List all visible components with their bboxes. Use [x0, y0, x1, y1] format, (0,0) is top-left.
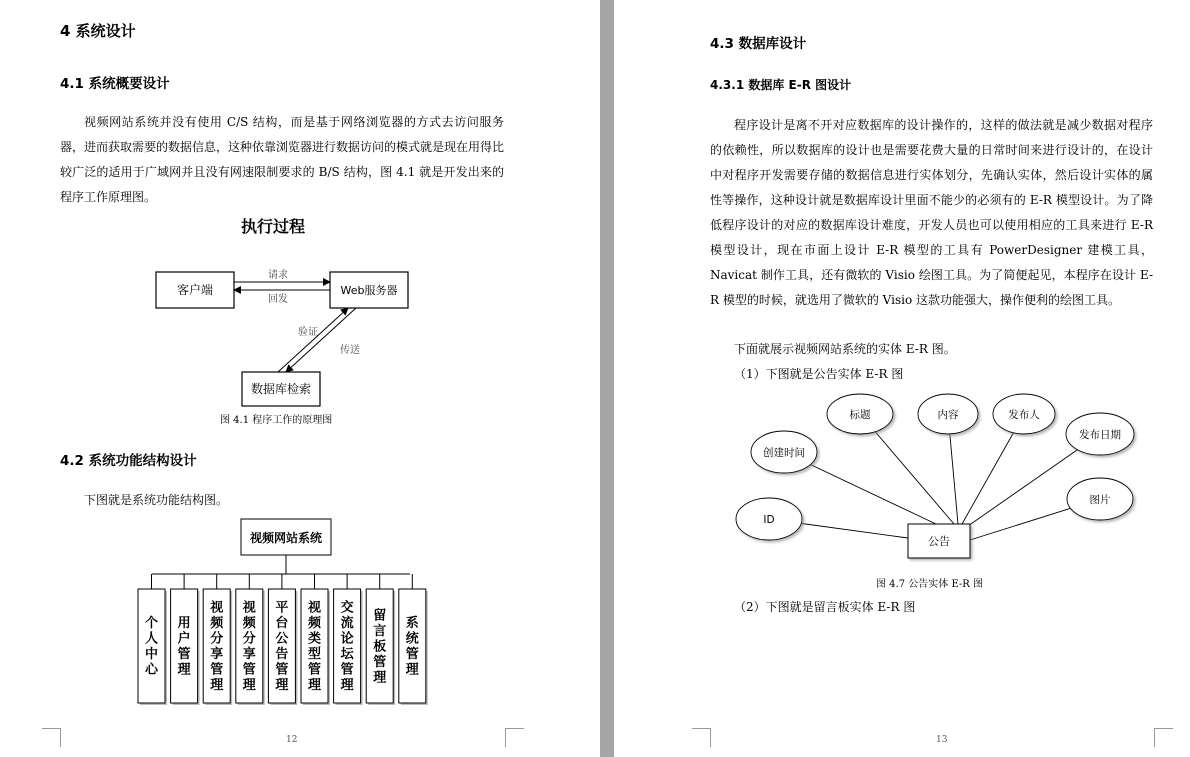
crop-mark	[692, 728, 711, 747]
item-2: （2）下图就是留言板实体 E-R 图	[734, 600, 916, 614]
er-attribute-5	[751, 431, 817, 473]
module-label: 视频分享管理	[210, 600, 224, 693]
fig-4-7-caption: 图 4.7 公告实体 E-R 图	[876, 579, 984, 590]
module-5	[268, 574, 297, 705]
er-intro: 下面就展示视频网站系统的实体 E-R 图。	[734, 342, 956, 356]
module-9	[399, 574, 428, 705]
fig-4-7-er-diagram	[724, 392, 1144, 567]
er-attribute-3	[993, 394, 1055, 434]
module-label: 系统管理	[405, 616, 419, 678]
chapter-title: 4 系统设计	[60, 22, 136, 40]
module-label: 视频分享管理	[242, 600, 256, 693]
request-label: 请求	[268, 270, 288, 281]
module-3	[203, 574, 232, 705]
fig-4-1-title: 执行过程	[240, 217, 306, 236]
module-label: 视频类型管理	[307, 600, 322, 693]
client-label: 客户端	[176, 283, 214, 297]
module-7	[334, 574, 363, 705]
er-attribute-7	[1067, 478, 1133, 520]
entity-label: 公告	[928, 535, 950, 548]
right-page	[614, 0, 1190, 757]
transfer-arrow	[286, 308, 356, 372]
fig-4-1-diagram	[150, 212, 420, 432]
section-4-3-1-title: 4.3.1 数据库 E-R 图设计	[710, 78, 852, 92]
module-label: 留言板管理	[373, 608, 387, 686]
verify-label: 验证	[298, 327, 318, 338]
root-label: 视频网站系统	[249, 531, 323, 545]
svg-text:创建时间: 创建时间	[763, 447, 805, 459]
svg-text:标题: 标题	[849, 409, 871, 421]
svg-text:ID: ID	[763, 514, 775, 526]
fig-4-2-structure-diagram	[130, 515, 430, 710]
module-2	[171, 574, 200, 705]
crop-mark	[1154, 728, 1173, 747]
section-4-2-intro: 下图就是系统功能结构图。	[84, 493, 229, 507]
verify-arrow	[278, 308, 348, 372]
server-label: Web服务器	[340, 284, 398, 297]
section-4-3-1-paragraph: 程序设计是离不开对应数据库的设计操作的，这样的做法就是减少数据对程序的依赖性，所以数据库的设计也是需要花费大量的日常时间来进行设计的，在设计中对程序开发需要存储的数据信息进行实体划分，先确认实体，然后设计实体的属性等操作，这种设计就是数据库设计里面不能少的必须有的 E-R 模型设计。为了降低程序设计的对应的数据库设计难度，开发人员也可以使用相应的工具来进行 E-R 模型设计，现在市面上设计 E-R 模型的工具有 PowerDesigner 建模工具，Navicat 制作工具，还有微软的 Visio 绘图工具。为了简便起见，本程序在设计 E-R 模型的时候，就选用了微软的 Visio 这款功能强大，操作便利的绘图工具。	[710, 118, 1153, 307]
section-4-2-title: 4.2 系统功能结构设计	[60, 453, 197, 469]
module-1	[138, 574, 167, 705]
module-8	[366, 574, 395, 705]
er-attribute-6	[736, 498, 802, 540]
item-1: （1）下图就是公告实体 E-R 图	[734, 367, 904, 381]
page-number-left: 12	[286, 735, 298, 745]
section-4-3-title: 4.3 数据库设计	[710, 36, 807, 52]
svg-text:图片: 图片	[1089, 494, 1111, 506]
module-4	[236, 574, 265, 705]
er-attribute-4	[1066, 413, 1134, 455]
crop-mark	[505, 728, 524, 747]
module-boxes	[138, 574, 428, 705]
crop-mark	[42, 728, 61, 747]
svg-text:内容: 内容	[937, 409, 959, 421]
er-attribute-1	[827, 394, 893, 434]
db-label: 数据库检索	[250, 382, 312, 396]
page-gutter	[600, 0, 614, 757]
module-label: 平台公告管理	[275, 600, 289, 693]
reply-label: 回发	[268, 294, 288, 305]
er-attribute-2	[918, 394, 978, 434]
module-6	[301, 574, 330, 705]
svg-text:发布人: 发布人	[1008, 409, 1040, 421]
section-4-1-paragraph: 视频网站系统并没有使用 C/S 结构，而是基于网络浏览器的方式去访问服务器，进而获取需要的数据信息，这种依靠浏览器进行数据访问的模式就是现在用得比较广泛的适用于广域网并且没有网速限制要求的 B/S 结构，图 4.1 就是开发出来的程序工作原理图。	[60, 115, 505, 204]
transfer-label: 传送	[340, 345, 360, 356]
module-label: 交流论坛管理	[340, 600, 354, 693]
module-label: 个人中心	[144, 616, 159, 678]
section-4-1-title: 4.1 系统概要设计	[60, 76, 170, 92]
page-number-right: 13	[936, 735, 948, 745]
module-label: 用户管理	[177, 616, 191, 678]
svg-text:发布日期: 发布日期	[1079, 429, 1121, 441]
fig-4-1-caption: 图 4.1 程序工作的原理图	[220, 415, 333, 426]
